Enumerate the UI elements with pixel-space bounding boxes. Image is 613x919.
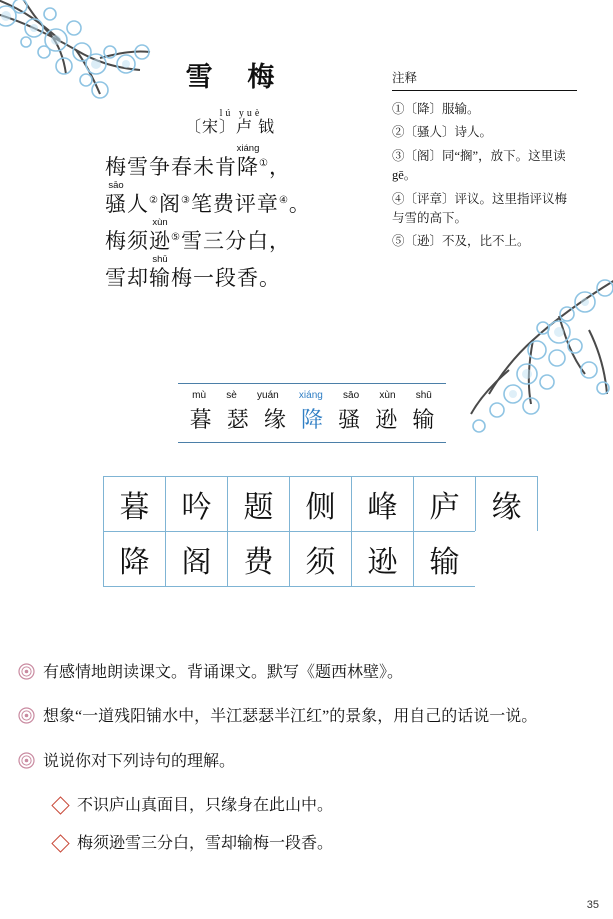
author-pinyin: lú yuè: [219, 108, 263, 119]
poem-title: 雪 梅: [185, 62, 289, 92]
poem-line-1: 梅雪争春未肯 xiáng 降①，: [105, 142, 291, 179]
exercise-subtext: 不识庐山真面目，只缘身在此山中。: [77, 797, 334, 815]
grid-cell: 费: [227, 531, 290, 587]
diamond-bullet-icon: [51, 796, 69, 814]
poem-lines: [105, 142, 365, 290]
exercise-sublist: [54, 793, 593, 856]
grid-cell: 缘: [475, 476, 538, 532]
grid-cell-empty: [475, 531, 538, 587]
grid-cell: 逊: [351, 531, 414, 587]
exercise-subtext: 梅须逊雪三分白，雪却输梅一段香。: [77, 834, 334, 852]
flower-bullet-icon: [18, 707, 35, 724]
grid-cell: 输: [413, 531, 476, 587]
grid-cell: 降: [103, 531, 166, 587]
grid-cell: 须: [289, 531, 352, 587]
poem-line-4: 雪却 shū 输梅一段香。: [105, 253, 281, 290]
exercise-text: 说说你对下列诗句的理解。: [43, 752, 236, 770]
exercise-item: [18, 749, 593, 775]
vocab-hanzi: 输: [412, 407, 435, 432]
vocab-pinyin: sè: [226, 390, 237, 401]
vocab-hanzi: 骚: [338, 407, 361, 432]
author-text: 〔宋〕卢 钺: [184, 119, 275, 136]
vocab-hanzi: 瑟: [226, 407, 249, 432]
poem-block: [95, 55, 365, 305]
grid-cell: 暮: [103, 476, 166, 532]
exercise-list: [18, 660, 593, 868]
poem-line-3: 梅须 xùn 逊⑤雪三分白，: [105, 216, 291, 253]
vocab-hanzi: 暮: [189, 407, 212, 432]
vocab-pinyin: shū: [415, 390, 432, 401]
grid-cell: 阁: [165, 531, 228, 587]
notes-panel: [392, 68, 577, 256]
grid-cell: 庐: [413, 476, 476, 532]
notes-title: 注释: [392, 71, 418, 85]
diamond-bullet-icon: [51, 834, 69, 852]
poem-author: [95, 108, 365, 137]
vocab-hanzi-highlight: 降: [300, 407, 323, 432]
grid-cell: 题: [227, 476, 290, 532]
note-item: ⑤〔逊〕不及，比不上。: [392, 234, 530, 249]
vocab-pinyin-highlight: xiáng: [298, 390, 323, 401]
vocab-pinyin: mù: [192, 390, 207, 401]
flower-bullet-icon: [18, 752, 35, 769]
exercise-item: [18, 704, 593, 730]
vocab-pinyin: sāo: [343, 390, 360, 401]
grid-cell: 侧: [289, 476, 352, 532]
poem-line-2: sāo 骚人②阁③笔费评章④。: [105, 179, 311, 216]
exercise-text: 有感情地朗读课文。背诵课文。默写《题西林壁》。: [43, 664, 404, 681]
page-number: 35: [586, 899, 599, 911]
exercise-item: [18, 660, 593, 686]
grid-cell: 吟: [165, 476, 228, 532]
vocab-hanzi: 缘: [263, 407, 286, 432]
note-item: ②〔骚人〕诗人。: [392, 125, 493, 140]
grid-cell: 峰: [351, 476, 414, 532]
grid-row: [103, 476, 537, 531]
note-item: ①〔降〕服输。: [392, 102, 480, 116]
flower-bullet-icon: [18, 663, 35, 680]
vocab-pinyin: yuán: [257, 390, 279, 401]
exercise-subitem: [54, 793, 593, 819]
note-item: ④〔评章〕评议。这里指评议梅与雪的高下。: [392, 191, 568, 225]
exercise-subitem: [54, 831, 593, 857]
vocab-hanzi: 逊: [375, 407, 398, 432]
vocab-hanzi-row: [182, 403, 442, 434]
vocab-pinyin-row: [182, 390, 442, 401]
notes-divider: [392, 90, 577, 91]
note-item: ③〔阁〕同“搁”，放下。这里读 gē。: [392, 148, 566, 183]
exercise-text: 想象“一道残阳铺水中，半江瑟瑟半江红”的景象，用自己的话说一说。: [43, 708, 538, 726]
vocab-pinyin: xùn: [379, 390, 396, 401]
grid-row: [103, 531, 537, 586]
vocab-strip: [178, 383, 446, 443]
character-grid: [103, 476, 537, 586]
